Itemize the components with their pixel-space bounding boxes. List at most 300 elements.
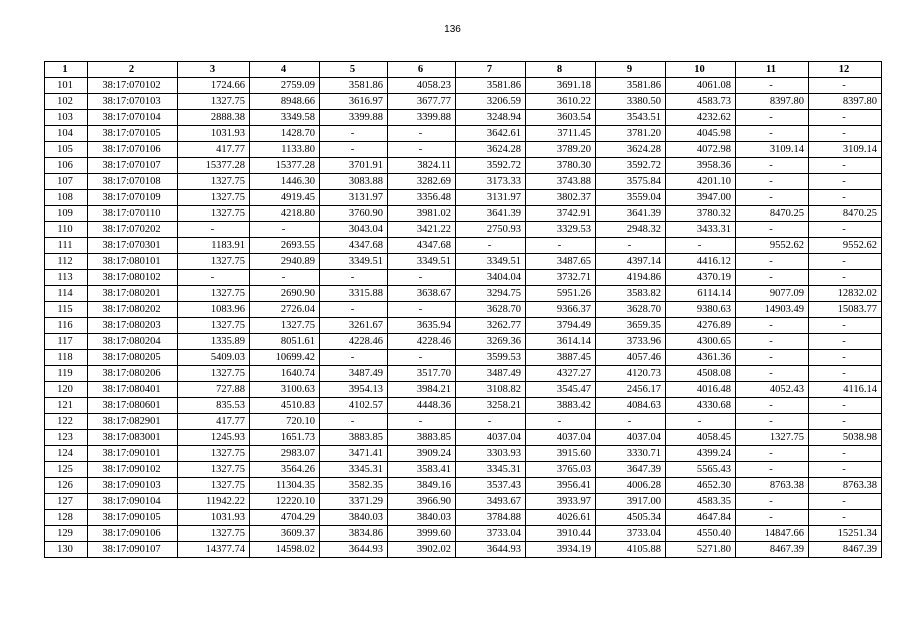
table-cell: - [809,494,882,510]
table-cell: 38:17:090103 [88,478,178,494]
table-cell: 1183.91 [178,238,250,254]
table-cell: 3641.39 [596,206,666,222]
table-cell: 3345.31 [320,462,388,478]
table-cell: - [736,350,809,366]
table-cell: - [736,414,809,430]
table-cell: 3616.97 [320,94,388,110]
table-cell: 111 [45,238,88,254]
table-cell: 4647.84 [666,510,736,526]
table-cell: 127 [45,494,88,510]
table-row [45,350,882,366]
table-cell: 5409.03 [178,350,250,366]
table-cell: 14598.02 [250,542,320,558]
table-cell: - [809,318,882,334]
table-cell: 3610.22 [526,94,596,110]
table-cell: 3966.90 [388,494,456,510]
table-cell: - [736,334,809,350]
page-number: 136 [444,24,461,35]
table-cell: 4037.04 [456,430,526,446]
table-cell: 8467.39 [736,542,809,558]
table-cell: 8470.25 [809,206,882,222]
table-cell: 4045.98 [666,126,736,142]
table-cell: 1327.75 [178,462,250,478]
table-cell: 3371.29 [320,494,388,510]
column-header: 1 [45,62,88,78]
table-row [45,510,882,526]
table-cell: - [809,110,882,126]
table-cell: 5951.26 [526,286,596,302]
table-cell: 4704.29 [250,510,320,526]
table-cell: 38:17:070102 [88,78,178,94]
column-header: 4 [250,62,320,78]
table-cell: 3582.35 [320,478,388,494]
table-cell: - [809,174,882,190]
table-cell: 130 [45,542,88,558]
table-cell: 3349.58 [250,110,320,126]
table-cell: 3733.96 [596,334,666,350]
table-row [45,366,882,382]
table-row [45,270,882,286]
table-cell: 4228.46 [388,334,456,350]
table-cell: 110 [45,222,88,238]
table-cell: 38:17:083001 [88,430,178,446]
table-cell: 3329.53 [526,222,596,238]
table-cell: 38:17:082901 [88,414,178,430]
table-cell: 3733.04 [596,526,666,542]
table-cell: 3887.45 [526,350,596,366]
table-cell: 727.88 [178,382,250,398]
table-cell: 1031.93 [178,126,250,142]
table-cell: 8948.66 [250,94,320,110]
table-cell: 38:17:080204 [88,334,178,350]
table-cell: - [809,350,882,366]
table-cell: 38:17:080101 [88,254,178,270]
table-cell: 38:17:070105 [88,126,178,142]
table-cell: 117 [45,334,88,350]
table-cell: 38:17:080202 [88,302,178,318]
table-cell: 8467.39 [809,542,882,558]
table-row [45,462,882,478]
table-cell: 2888.38 [178,110,250,126]
table-cell: 2750.93 [456,222,526,238]
table-cell: 38:17:080401 [88,382,178,398]
table-cell: 4510.83 [250,398,320,414]
table-cell: 38:17:070104 [88,110,178,126]
table-cell: 3471.41 [320,446,388,462]
table-cell: 4052.43 [736,382,809,398]
table-cell: 3109.14 [736,142,809,158]
table-cell: - [456,238,526,254]
table-cell: 107 [45,174,88,190]
table-cell: 15251.34 [809,526,882,542]
table-cell: 3659.35 [596,318,666,334]
table-cell: 1133.80 [250,142,320,158]
table-cell: 4370.19 [666,270,736,286]
table-cell: 3981.02 [388,206,456,222]
table-cell: 1083.96 [178,302,250,318]
table-cell: - [809,222,882,238]
table-cell: 38:17:070109 [88,190,178,206]
column-header: 7 [456,62,526,78]
table-cell: 2759.09 [250,78,320,94]
table-cell: 3603.54 [526,110,596,126]
table-cell: 3902.02 [388,542,456,558]
table-cell: 2940.89 [250,254,320,270]
table-cell: 3802.37 [526,190,596,206]
table-cell: 3581.86 [320,78,388,94]
table-cell: 4652.30 [666,478,736,494]
table-cell: 1327.75 [178,478,250,494]
table-cell: 125 [45,462,88,478]
table-cell: 3910.44 [526,526,596,542]
table-row [45,158,882,174]
table-cell: 3543.51 [596,110,666,126]
table-cell: 38:17:090107 [88,542,178,558]
table-cell: - [320,302,388,318]
table-cell: 3999.60 [388,526,456,542]
table-cell: 3711.45 [526,126,596,142]
table-cell: 1327.75 [736,430,809,446]
table-cell: 3781.20 [596,126,666,142]
table-cell: 14847.66 [736,526,809,542]
table-row [45,542,882,558]
table-cell: 101 [45,78,88,94]
table-cell: 3644.93 [456,542,526,558]
table-cell: 3915.60 [526,446,596,462]
table-cell: 3493.67 [456,494,526,510]
table-cell: 4347.68 [388,238,456,254]
table-cell: 3564.26 [250,462,320,478]
table-row [45,414,882,430]
table-cell: 4061.08 [666,78,736,94]
table-cell: 3559.04 [596,190,666,206]
table-cell: 5565.43 [666,462,736,478]
table-cell: - [666,414,736,430]
table-cell: 3282.69 [388,174,456,190]
table-cell: 3356.48 [388,190,456,206]
table-cell: 4201.10 [666,174,736,190]
table-cell: 4397.14 [596,254,666,270]
table-cell: 3315.88 [320,286,388,302]
table-cell: - [809,158,882,174]
table-cell: 9552.62 [809,238,882,254]
table-cell: 3644.93 [320,542,388,558]
table-cell: 3732.71 [526,270,596,286]
table-cell: 128 [45,510,88,526]
table-cell: - [809,414,882,430]
table-cell: 3399.88 [388,110,456,126]
table-cell: - [736,254,809,270]
table-cell: 10699.42 [250,350,320,366]
table-cell: 38:17:080102 [88,270,178,286]
table-row [45,382,882,398]
table-cell: 4084.63 [596,398,666,414]
table-cell: 3760.90 [320,206,388,222]
table-cell: 4058.45 [666,430,736,446]
table-cell: 38:17:090102 [88,462,178,478]
table-cell: 4057.46 [596,350,666,366]
table-cell: - [736,270,809,286]
table-cell: 3262.77 [456,318,526,334]
table-row [45,286,882,302]
table-cell: 38:17:070107 [88,158,178,174]
table-cell: 105 [45,142,88,158]
table-cell: 115 [45,302,88,318]
table-row [45,78,882,94]
table-cell: 104 [45,126,88,142]
table-row [45,398,882,414]
table-row [45,110,882,126]
table-cell: 3909.24 [388,446,456,462]
table-cell: 8763.38 [809,478,882,494]
table-cell: - [736,446,809,462]
table-cell: 38:17:070106 [88,142,178,158]
table-cell: 3487.49 [320,366,388,382]
table-row [45,254,882,270]
column-header: 12 [809,62,882,78]
table-cell: 4116.14 [809,382,882,398]
table-cell: 9366.37 [526,302,596,318]
table-cell: 38:17:080601 [88,398,178,414]
table-cell: 113 [45,270,88,286]
table-row [45,190,882,206]
table-cell: 3537.43 [456,478,526,494]
table-cell: 417.77 [178,414,250,430]
table-cell: 4448.36 [388,398,456,414]
table-cell: 3581.86 [596,78,666,94]
table-cell: 1327.75 [250,318,320,334]
table-row [45,478,882,494]
table-cell: 4300.65 [666,334,736,350]
table-cell: 2983.07 [250,446,320,462]
table-cell: 14903.49 [736,302,809,318]
table-cell: 720.10 [250,414,320,430]
table-cell: 38:17:090106 [88,526,178,542]
table-cell: 3917.00 [596,494,666,510]
table-cell: 3349.51 [388,254,456,270]
table-cell: 1327.75 [178,206,250,222]
table-cell: 1640.74 [250,366,320,382]
table-cell: 1335.89 [178,334,250,350]
table-cell: 4228.46 [320,334,388,350]
table-cell: 3583.41 [388,462,456,478]
table-cell: 118 [45,350,88,366]
table-cell: 122 [45,414,88,430]
table-cell: 3380.50 [596,94,666,110]
column-header: 8 [526,62,596,78]
table-cell: - [178,270,250,286]
table-cell: 4105.88 [596,542,666,558]
table-cell: 3261.67 [320,318,388,334]
table-cell: - [320,270,388,286]
table-cell: 38:17:080203 [88,318,178,334]
table-cell: 4037.04 [526,430,596,446]
table-cell: 124 [45,446,88,462]
table-cell: 120 [45,382,88,398]
table-cell: 11942.22 [178,494,250,510]
table-cell: - [736,158,809,174]
table-cell: 3109.14 [809,142,882,158]
table-cell: 2693.55 [250,238,320,254]
table-cell: 3592.72 [456,158,526,174]
table-cell: - [809,270,882,286]
table-cell: 3330.71 [596,446,666,462]
table-cell: 1446.30 [250,174,320,190]
table-cell: 3641.39 [456,206,526,222]
table-cell: 112 [45,254,88,270]
table-cell: 1327.75 [178,446,250,462]
table-cell: 3743.88 [526,174,596,190]
table-cell: 3108.82 [456,382,526,398]
table-cell: 8051.61 [250,334,320,350]
table-cell: 3780.32 [666,206,736,222]
table-cell: - [736,78,809,94]
table-cell: 38:17:080205 [88,350,178,366]
table-cell: 116 [45,318,88,334]
table-row [45,174,882,190]
table-row [45,142,882,158]
table-row [45,238,882,254]
table-cell: 1327.75 [178,286,250,302]
column-header: 5 [320,62,388,78]
table-cell: - [250,222,320,238]
table-cell: 3628.70 [456,302,526,318]
table-cell: 38:17:090105 [88,510,178,526]
table-cell: 3984.21 [388,382,456,398]
table-cell: 4058.23 [388,78,456,94]
table-row [45,302,882,318]
table-cell: - [736,110,809,126]
table-cell: 3206.59 [456,94,526,110]
table-cell: 129 [45,526,88,542]
table-cell: - [736,174,809,190]
table-cell: 3583.82 [596,286,666,302]
table-cell: 8763.38 [736,478,809,494]
table-cell: - [736,126,809,142]
table-cell: 11304.35 [250,478,320,494]
table-cell: 1327.75 [178,190,250,206]
column-header: 2 [88,62,178,78]
table-cell: 3131.97 [456,190,526,206]
table-cell: 121 [45,398,88,414]
table-cell: 3083.88 [320,174,388,190]
table-cell: 3043.04 [320,222,388,238]
table-cell: 126 [45,478,88,494]
column-header: 11 [736,62,809,78]
table-body [45,78,882,558]
table-cell: 38:17:070108 [88,174,178,190]
table-cell: 5038.98 [809,430,882,446]
table-cell: 3691.18 [526,78,596,94]
table-cell: 3824.11 [388,158,456,174]
table-cell: 4550.40 [666,526,736,542]
table-cell: 3784.88 [456,510,526,526]
table-cell: - [736,318,809,334]
table-cell: - [809,510,882,526]
table-cell: - [736,510,809,526]
table-cell: 1327.75 [178,94,250,110]
table-cell: 3487.49 [456,366,526,382]
table-cell: 417.77 [178,142,250,158]
table-cell: 3269.36 [456,334,526,350]
table-cell: 9077.09 [736,286,809,302]
table-cell: 3794.49 [526,318,596,334]
table-cell: 3609.37 [250,526,320,542]
table-cell: 3789.20 [526,142,596,158]
table-cell: - [320,414,388,430]
table-cell: 4583.35 [666,494,736,510]
table-cell: 3840.03 [388,510,456,526]
table-cell: 4072.98 [666,142,736,158]
table-cell: 123 [45,430,88,446]
table-cell: - [526,414,596,430]
table-cell: - [388,142,456,158]
table-cell: 108 [45,190,88,206]
table-cell: 3947.00 [666,190,736,206]
table-cell: 106 [45,158,88,174]
table-cell: 3248.94 [456,110,526,126]
table-cell: 4016.48 [666,382,736,398]
table-cell: 12220.10 [250,494,320,510]
table-cell: - [666,238,736,254]
table-row [45,334,882,350]
table-cell: 38:17:070103 [88,94,178,110]
table-row [45,318,882,334]
table-cell: 3638.67 [388,286,456,302]
column-header: 3 [178,62,250,78]
table-cell: 3647.39 [596,462,666,478]
table-cell: 3399.88 [320,110,388,126]
column-header: 10 [666,62,736,78]
table-cell: - [596,414,666,430]
table-cell: - [178,222,250,238]
table-cell: - [250,270,320,286]
table-cell: 114 [45,286,88,302]
table-row [45,94,882,110]
table-cell: - [736,494,809,510]
table-cell: 4399.24 [666,446,736,462]
table-cell: 3349.51 [456,254,526,270]
data-table [44,61,882,558]
table-cell: 15377.28 [250,158,320,174]
table-cell: 1327.75 [178,366,250,382]
table-cell: 835.53 [178,398,250,414]
table-cell: 2726.04 [250,302,320,318]
table-cell: 3733.04 [456,526,526,542]
table-cell: - [809,254,882,270]
table-cell: 1428.70 [250,126,320,142]
table-cell: 3834.86 [320,526,388,542]
table-cell: 3614.14 [526,334,596,350]
table-cell: 5271.80 [666,542,736,558]
table-cell: 3840.03 [320,510,388,526]
table-cell: 1327.75 [178,318,250,334]
column-header: 9 [596,62,666,78]
table-cell: 4037.04 [596,430,666,446]
table-cell: 4327.27 [526,366,596,382]
table-cell: 3345.31 [456,462,526,478]
table-cell: 38:17:070301 [88,238,178,254]
table-cell: 4276.89 [666,318,736,334]
table-cell: 38:17:090104 [88,494,178,510]
table-cell: 4232.62 [666,110,736,126]
table-cell: - [320,126,388,142]
table-cell: 3849.16 [388,478,456,494]
table-cell: 4194.86 [596,270,666,286]
table-cell: 4006.28 [596,478,666,494]
table-cell: 1327.75 [178,254,250,270]
table-cell: - [526,238,596,254]
